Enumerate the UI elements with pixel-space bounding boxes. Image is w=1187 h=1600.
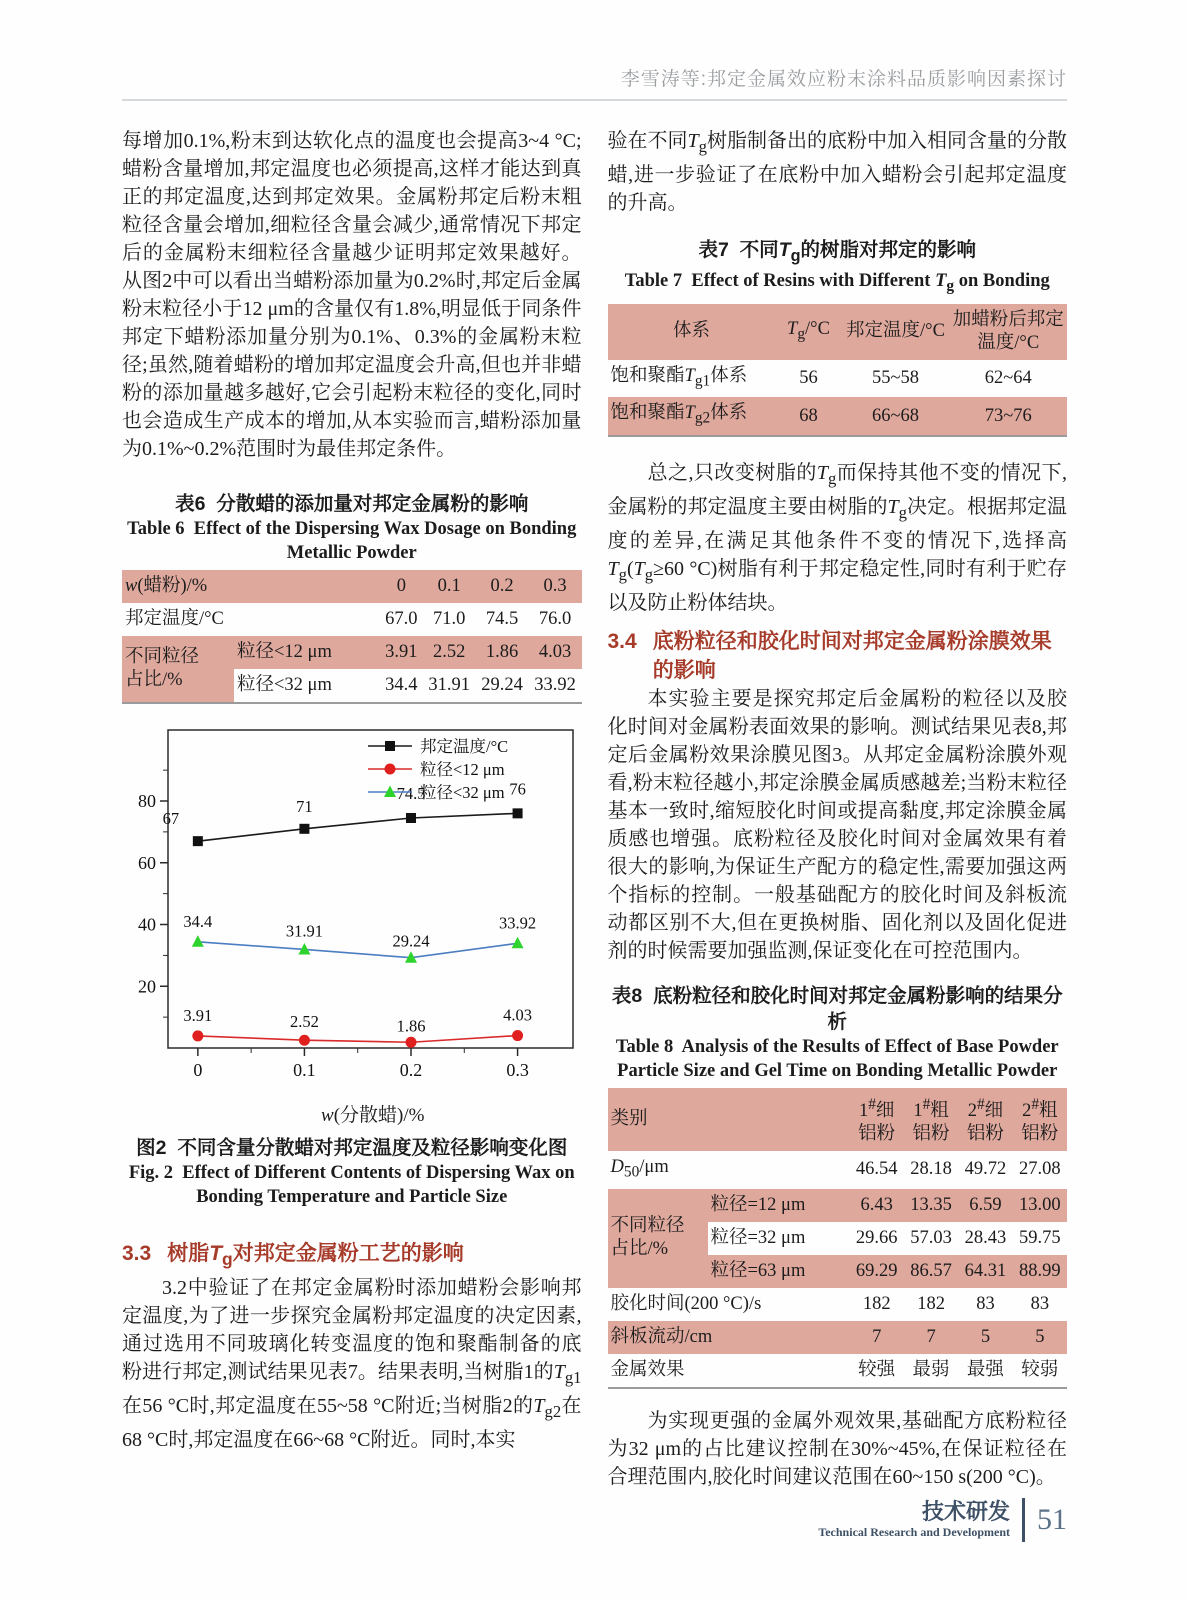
svg-text:4.03: 4.03	[503, 1005, 533, 1025]
table-cell: 5	[1035, 1326, 1045, 1347]
table-cell: 83	[976, 1293, 995, 1314]
table-cell: 较强	[858, 1359, 896, 1380]
paragraph: 本实验主要是探究邦定后金属粉的粒径以及胶化时间对金属粉表面效果的影响。测试结果见表8,邦定后金属粉效果涂膜见图3。从邦定金属粉涂膜外观看,粉末粒径越小,邦定涂膜金属质感越差;当粉末粒径基本一致时,缩短胶化时间或提高黏度,邦定涂膜金属质感也增强。底粉粒径及胶化时间对金属效果有着很大的影响,为保证生产配方的稳定性,需要加强这两个指标的控制。一般基础配方的胶化时间及斜板流动都区别不大,但在更换树脂、固化剂以及固化促进剂的时候需要加强监测,保证变化在可控范围内。	[607, 687, 1067, 962]
column-header: 2#细 铝粉	[966, 1095, 1004, 1145]
table-cell: 5	[980, 1326, 991, 1347]
table-row	[608, 397, 1068, 436]
svg-text:34.4: 34.4	[183, 911, 213, 931]
table-cell: 29.66	[855, 1227, 898, 1248]
table6-caption-en-line1: Table 6 Effect of the Dispersing Wax Dosage on Bonding	[127, 519, 577, 539]
column-header: 加蜡粉后邦定 温度/°C	[952, 309, 1064, 353]
table-cell: 59.75	[1019, 1227, 1061, 1248]
table7-caption-zh: 表7 不同$T_g$的树脂对邦定的影响	[698, 239, 977, 265]
svg-text:29.24: 29.24	[392, 931, 430, 951]
running-title: 李雪涛等:邦定金属效应粉末涂料品质影响因素探讨	[620, 69, 1067, 90]
table-cell: 0.3	[543, 576, 567, 596]
row-label: 金属效果	[610, 1359, 685, 1380]
footer-section-zh: 技术研发	[921, 1499, 1010, 1524]
table-cell: 182	[917, 1293, 945, 1314]
column-header: 2#粗 铝粉	[1021, 1095, 1059, 1145]
section-number: 3.3	[122, 1242, 152, 1265]
table-cell: 71.0	[432, 609, 466, 629]
paragraph: 3.2中验证了在邦定金属粉时添加蜡粉会影响邦定温度,为了进一步探究金属粉邦定温度的决定因素,通过选用不同玻璃化转变温度的饱和聚酯制备的底粉进行邦定,测试结果见表7。结果表明,当树脂1的$T_{g1}$在56 °C时,邦定温度在55~58 °C附近;当树脂2的$T_{g2}$在68 °C时,邦定温度在66~68 °C附近。同时,本实	[122, 1277, 582, 1452]
table-7	[608, 304, 1068, 437]
table-cell: 31.91	[428, 675, 470, 695]
row-sublabel: 粒径=12 μm	[710, 1194, 806, 1215]
svg-text:0: 0	[193, 1060, 203, 1080]
table-cell: 68	[799, 405, 818, 426]
table-header-row	[608, 304, 1068, 360]
table-cell: 83	[1030, 1293, 1050, 1314]
svg-text:60: 60	[138, 852, 156, 873]
table-cell: 56	[799, 367, 818, 388]
figure2-caption-en-line2: Bonding Temperature and Particle Size	[196, 1187, 508, 1207]
section-number: 3.4	[607, 629, 637, 653]
table-cell: 34.4	[385, 675, 418, 695]
two-column-layout	[122, 127, 1067, 1491]
table8-caption-en-line1: Table 8 Analysis of the Results of Effect of Base Powder	[615, 1036, 1059, 1057]
row-label: 邦定温度/°C	[125, 609, 224, 629]
svg-text:粒径<12 μm: 粒径<12 μm	[420, 760, 505, 779]
svg-text:71: 71	[296, 796, 313, 816]
table-cell: 182	[862, 1293, 891, 1314]
svg-text:3.91: 3.91	[183, 1005, 213, 1025]
table7-caption-en: Table 7 Effect of Resins with Different $T_g$ on Bonding	[624, 270, 1050, 295]
table-8	[608, 1088, 1068, 1389]
page-number: 51	[1037, 1503, 1067, 1536]
table-cell: 4.03	[538, 642, 572, 662]
table-row	[608, 360, 1068, 398]
row-label: 胶化时间(200 °C)/s	[610, 1293, 762, 1314]
column-header: 1#细 铝粉	[858, 1095, 896, 1145]
section-3-3-heading	[122, 1239, 582, 1274]
table-cell: 27.08	[1019, 1159, 1061, 1180]
table-cell: 73~76	[984, 405, 1032, 426]
section-title: 树脂$T_g$对邦定金属粉工艺的影响	[167, 1242, 464, 1270]
page-footer	[818, 1498, 1067, 1542]
svg-text:74.5: 74.5	[396, 783, 426, 803]
section-title: 底粉粒径和胶化时间对邦定金属粉涂膜效果的影响	[652, 629, 1052, 682]
row-sublabel: 粒径=32 μm	[710, 1227, 806, 1248]
table-cell: 0.2	[490, 576, 514, 596]
table-cell: 67.0	[385, 609, 418, 629]
header-rule	[122, 99, 1067, 101]
table8-caption-zh: 表8 底粉粒径和胶化时间对邦定金属粉影响的结果分析	[611, 984, 1063, 1033]
table-cell: 76.0	[538, 609, 572, 629]
svg-text:80: 80	[138, 791, 156, 812]
svg-text:0.3: 0.3	[506, 1060, 529, 1080]
table-cell: 13.00	[1019, 1194, 1061, 1215]
row-group-label: 不同粒径 占比/%	[122, 636, 234, 703]
page-header	[122, 0, 1067, 101]
table-cell: 33.92	[534, 675, 576, 695]
svg-text:邦定温度/°C: 邦定温度/°C	[420, 737, 509, 756]
footer-section-en: Technical Research and Development	[818, 1525, 1010, 1539]
row-label: 饱和聚酯$T_{g2}$体系	[610, 403, 748, 427]
table-cell: 6.43	[860, 1194, 893, 1215]
table-cell: 较弱	[1021, 1359, 1059, 1380]
row-label: 饱和聚酯$T_{g1}$体系	[610, 365, 748, 390]
table-row	[122, 636, 582, 669]
svg-text:粒径<32 μm: 粒径<32 μm	[420, 783, 505, 802]
table-cell: 29.24	[481, 675, 523, 695]
section-3-4-heading	[608, 627, 1068, 685]
table-cell: 6.59	[969, 1194, 1002, 1215]
table-cell: 55~58	[871, 367, 919, 388]
column-header: 体系	[672, 321, 710, 342]
svg-text:67: 67	[162, 809, 180, 829]
footer-divider	[1022, 1498, 1025, 1542]
paragraph: 验在不同$T_g$树脂制备出的底粉中加入相同含量的分散蜡,进一步验证了在底粉中加入蜡粉会引起邦定温度的升高。	[607, 130, 1068, 214]
column-header: $T_g/^\circ C$	[787, 318, 830, 343]
table-cell: 66~68	[871, 405, 919, 426]
svg-text:1.86: 1.86	[396, 1016, 426, 1036]
table8-caption-en-line2: Particle Size and Gel Time on Bonding Metallic Powder	[617, 1060, 1058, 1081]
figure2-caption-zh: 图2 不同含量分散蜡对邦定温度及粒径影响变化图	[136, 1137, 568, 1159]
table-row	[608, 1288, 1068, 1321]
row-sublabel: 粒径<12 μm	[237, 642, 332, 662]
column-header: 邦定温度/°C	[846, 321, 945, 342]
column-header: 1#粗 铝粉	[912, 1095, 950, 1145]
table-cell: 0	[396, 576, 406, 596]
table-row	[608, 1321, 1068, 1354]
svg-text:2.52: 2.52	[289, 1012, 319, 1032]
paragraph: 每增加0.1%,粉末到达软化点的温度也会提高3~4 °C;蜡粉含量增加,邦定温度也必须提高,这样才能达到真正的邦定温度,达到邦定效果。金属粉邦定后粉末粗粒径含量会增加,细粒径含量会减少,通常情况下邦定后的金属粉末细粒径含量越少证明邦定效果越好。从图2中可以看出当蜡粉添加量为0.2%时,邦定后金属粉末粒径小于12 μm的含量仅有1.8%,明显低于同条件邦定下蜡粉添加量分别为0.1%、0.3%的金属粉末粒径;虽然,随着蜡粉的增加邦定温度会升高,但也并非蜡粉的添加量越多越好,它会引起粉末粒径的变化,同时也会造成生产成本的增加,从本实验而言,蜡粉添加量为0.1%~0.2%范围时为最佳邦定条件。	[122, 130, 582, 460]
row-label: w(蜡粉)/%	[125, 576, 208, 596]
table-cell: 46.54	[855, 1159, 898, 1180]
figure2-chart	[122, 718, 582, 1127]
table-cell: 7	[926, 1326, 936, 1347]
table-cell: 88.99	[1019, 1260, 1061, 1281]
table-cell: 0.1	[437, 576, 461, 596]
table6-caption-en-line2: Metallic Powder	[286, 543, 417, 563]
svg-text:40: 40	[138, 914, 156, 935]
svg-text:31.91: 31.91	[285, 921, 323, 941]
svg-text:20: 20	[138, 976, 156, 997]
svg-text:33.92: 33.92	[499, 913, 537, 933]
table-cell: 最弱	[912, 1359, 950, 1380]
table-cell: 86.57	[910, 1260, 952, 1281]
table-cell: 2.52	[432, 642, 466, 662]
table-row	[608, 1354, 1068, 1388]
table-cell: 28.18	[910, 1159, 952, 1180]
row-group-label: 不同粒径 占比/%	[608, 1189, 708, 1288]
row-label: $D_{50}/\mu m$	[610, 1157, 669, 1181]
table-cell: 1.86	[485, 642, 519, 662]
left-column	[122, 127, 582, 1454]
table-cell: 69.29	[855, 1260, 898, 1281]
table-cell: 64.31	[964, 1260, 1007, 1281]
figure2-caption-en-line1: Fig. 2 Effect of Different Contents of Dispersing Wax on	[128, 1163, 575, 1183]
right-column	[608, 127, 1068, 1491]
table6-caption-zh: 表6 分散蜡的添加量对邦定金属粉的影响	[175, 493, 529, 515]
table-cell: 49.72	[964, 1159, 1007, 1180]
table-cell: 3.91	[385, 642, 418, 662]
table-header-row	[608, 1088, 1068, 1151]
table-row	[122, 570, 582, 603]
paragraph: 总之,只改变树脂的$T_g$而保持其他不变的情况下,金属粉的邦定温度主要由树脂的$T_g$决定。根据邦定温度的差异,在满足其他条件不变的情况下,选择高$T_g(T_g\ge 60$ °C)树脂有利于邦定稳定性,同时有利于贮存以及防止粉体结块。	[607, 461, 1068, 614]
table-cell: 13.35	[910, 1194, 952, 1215]
row-sublabel: 粒径=63 μm	[710, 1260, 806, 1281]
paragraph: 为实现更强的金属外观效果,基础配方底粉粒径为32 μm的占比建议控制在30%~45%,在保证粒径在合理范围内,胶化时间建议范围在60~150 s(200 °C)。	[607, 1409, 1067, 1488]
table-row	[608, 1151, 1068, 1189]
svg-text:0.2: 0.2	[399, 1060, 423, 1080]
table-6	[122, 570, 582, 704]
row-label: 斜板流动/cm	[610, 1326, 713, 1347]
table-cell: 7	[872, 1326, 882, 1347]
table-cell: 74.5	[485, 609, 519, 629]
figure2-x-axis-label: w(分散蜡)/%	[321, 1105, 425, 1126]
column-header: 类别	[610, 1109, 648, 1130]
table-row	[608, 1189, 1068, 1222]
table-cell: 28.43	[964, 1227, 1007, 1248]
table-cell: 最强	[966, 1359, 1004, 1380]
svg-text:0.1: 0.1	[293, 1060, 316, 1080]
table-cell: 57.03	[910, 1227, 952, 1248]
footer-section-name	[818, 1500, 1010, 1540]
table-row	[122, 603, 582, 636]
table-cell: 62~64	[984, 367, 1032, 388]
figure2-chart-svg	[122, 718, 581, 1102]
svg-text:76: 76	[509, 779, 526, 799]
row-sublabel: 粒径<32 μm	[237, 675, 332, 695]
